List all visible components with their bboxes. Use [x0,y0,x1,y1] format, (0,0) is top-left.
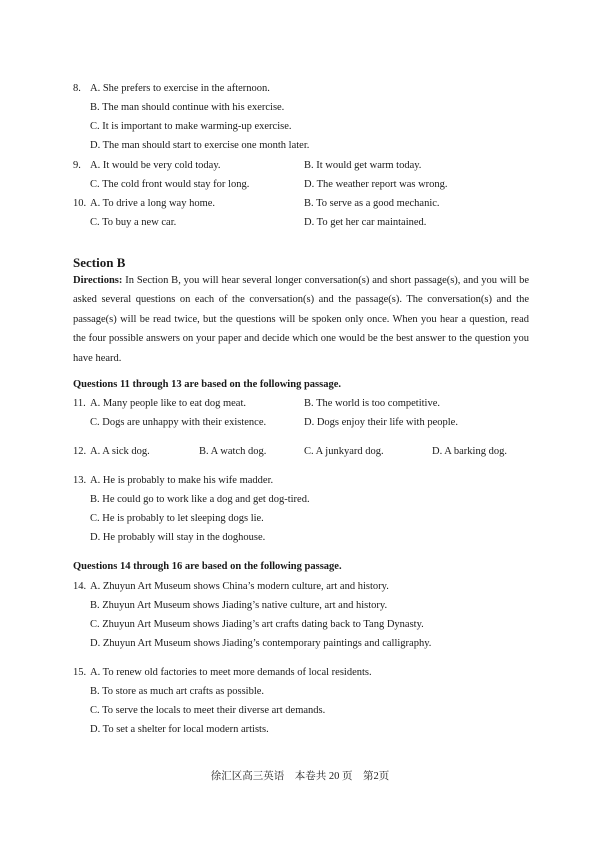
question-number: 14. [73,581,87,592]
option-c: C. The cold front would stay for long. [90,179,250,190]
option-d: D. The man should start to exercise one month later. [90,140,310,151]
option-d: D. Dogs enjoy their life with people. [304,417,458,428]
option-b: B. He could go to work like a dog and get dog-tired. [90,494,310,505]
option-b: B. The world is too competitive. [304,398,440,409]
option-b: B. A watch dog. [199,446,267,457]
option-c: C. To serve the locals to meet their diverse art demands. [90,705,326,716]
option-a: A. Many people like to eat dog meat. [90,398,246,409]
option-d: D. A barking dog. [432,446,507,457]
passage-header: Questions 11 through 13 are based on the following passage. [73,379,341,390]
option-b: B. To serve as a good mechanic. [304,198,440,209]
question-number: 8. [73,83,81,94]
passage-header: Questions 14 through 16 are based on the following passage. [73,561,342,572]
section-title: Section B [73,255,126,270]
option-b: B. To store as much art crafts as possible. [90,686,265,697]
directions-text: In Section B, you will hear several longer conversation(s) and short passage(s), and you will be asked several questions on each of the conversation(s) and the passage(s). The conversation(s) and the passage(s) will be read twice, but the questions will be spoken only once. When you hear a question, read the four possible answers on your paper and decide which one would be the best answer to the question you have heard. [73,275,529,364]
option-a: A. He is probably to make his wife madder. [90,475,274,486]
directions-label: Directions: [73,275,123,286]
option-a: A. To renew old factories to meet more demands of local residents. [90,667,372,678]
option-a: A. She prefers to exercise in the afternoon. [90,83,270,94]
question-number: 13. [73,475,87,486]
option-a: A. Zhuyun Art Museum shows China’s modern culture, art and history. [90,581,389,592]
option-b: B. It would get warm today. [304,160,422,171]
question-number: 12. [73,446,87,457]
option-d: D. Zhuyun Art Museum shows Jiading’s contemporary paintings and calligraphy. [90,638,432,649]
option-c: C. To buy a new car. [90,217,177,228]
option-a: A. To drive a long way home. [90,198,216,209]
option-a: A. A sick dog. [90,446,150,457]
question-number: 15. [73,667,87,678]
directions-paragraph [73,271,529,368]
question-number: 11. [73,398,86,409]
option-c: C. Dogs are unhappy with their existence. [90,417,267,428]
page-footer: 徐汇区高三英语 本卷共 20 页 第2页 [210,771,390,782]
option-d: D. To get her car maintained. [304,217,427,228]
option-c: C. It is important to make warming-up exercise. [90,121,292,132]
option-b: B. Zhuyun Art Museum shows Jiading’s native culture, art and history. [90,600,388,611]
option-c: C. He is probably to let sleeping dogs lie. [90,513,264,524]
option-c: C. A junkyard dog. [304,446,384,457]
option-b: B. The man should continue with his exercise. [90,102,285,113]
option-c: C. Zhuyun Art Museum shows Jiading’s art crafts dating back to Tang Dynasty. [90,619,424,630]
question-number: 9. [73,160,81,171]
option-d: D. He probably will stay in the doghouse. [90,532,266,543]
option-a: A. It would be very cold today. [90,160,221,171]
option-d: D. The weather report was wrong. [304,179,448,190]
question-number: 10. [73,198,87,209]
option-d: D. To set a shelter for local modern artists. [90,724,269,735]
